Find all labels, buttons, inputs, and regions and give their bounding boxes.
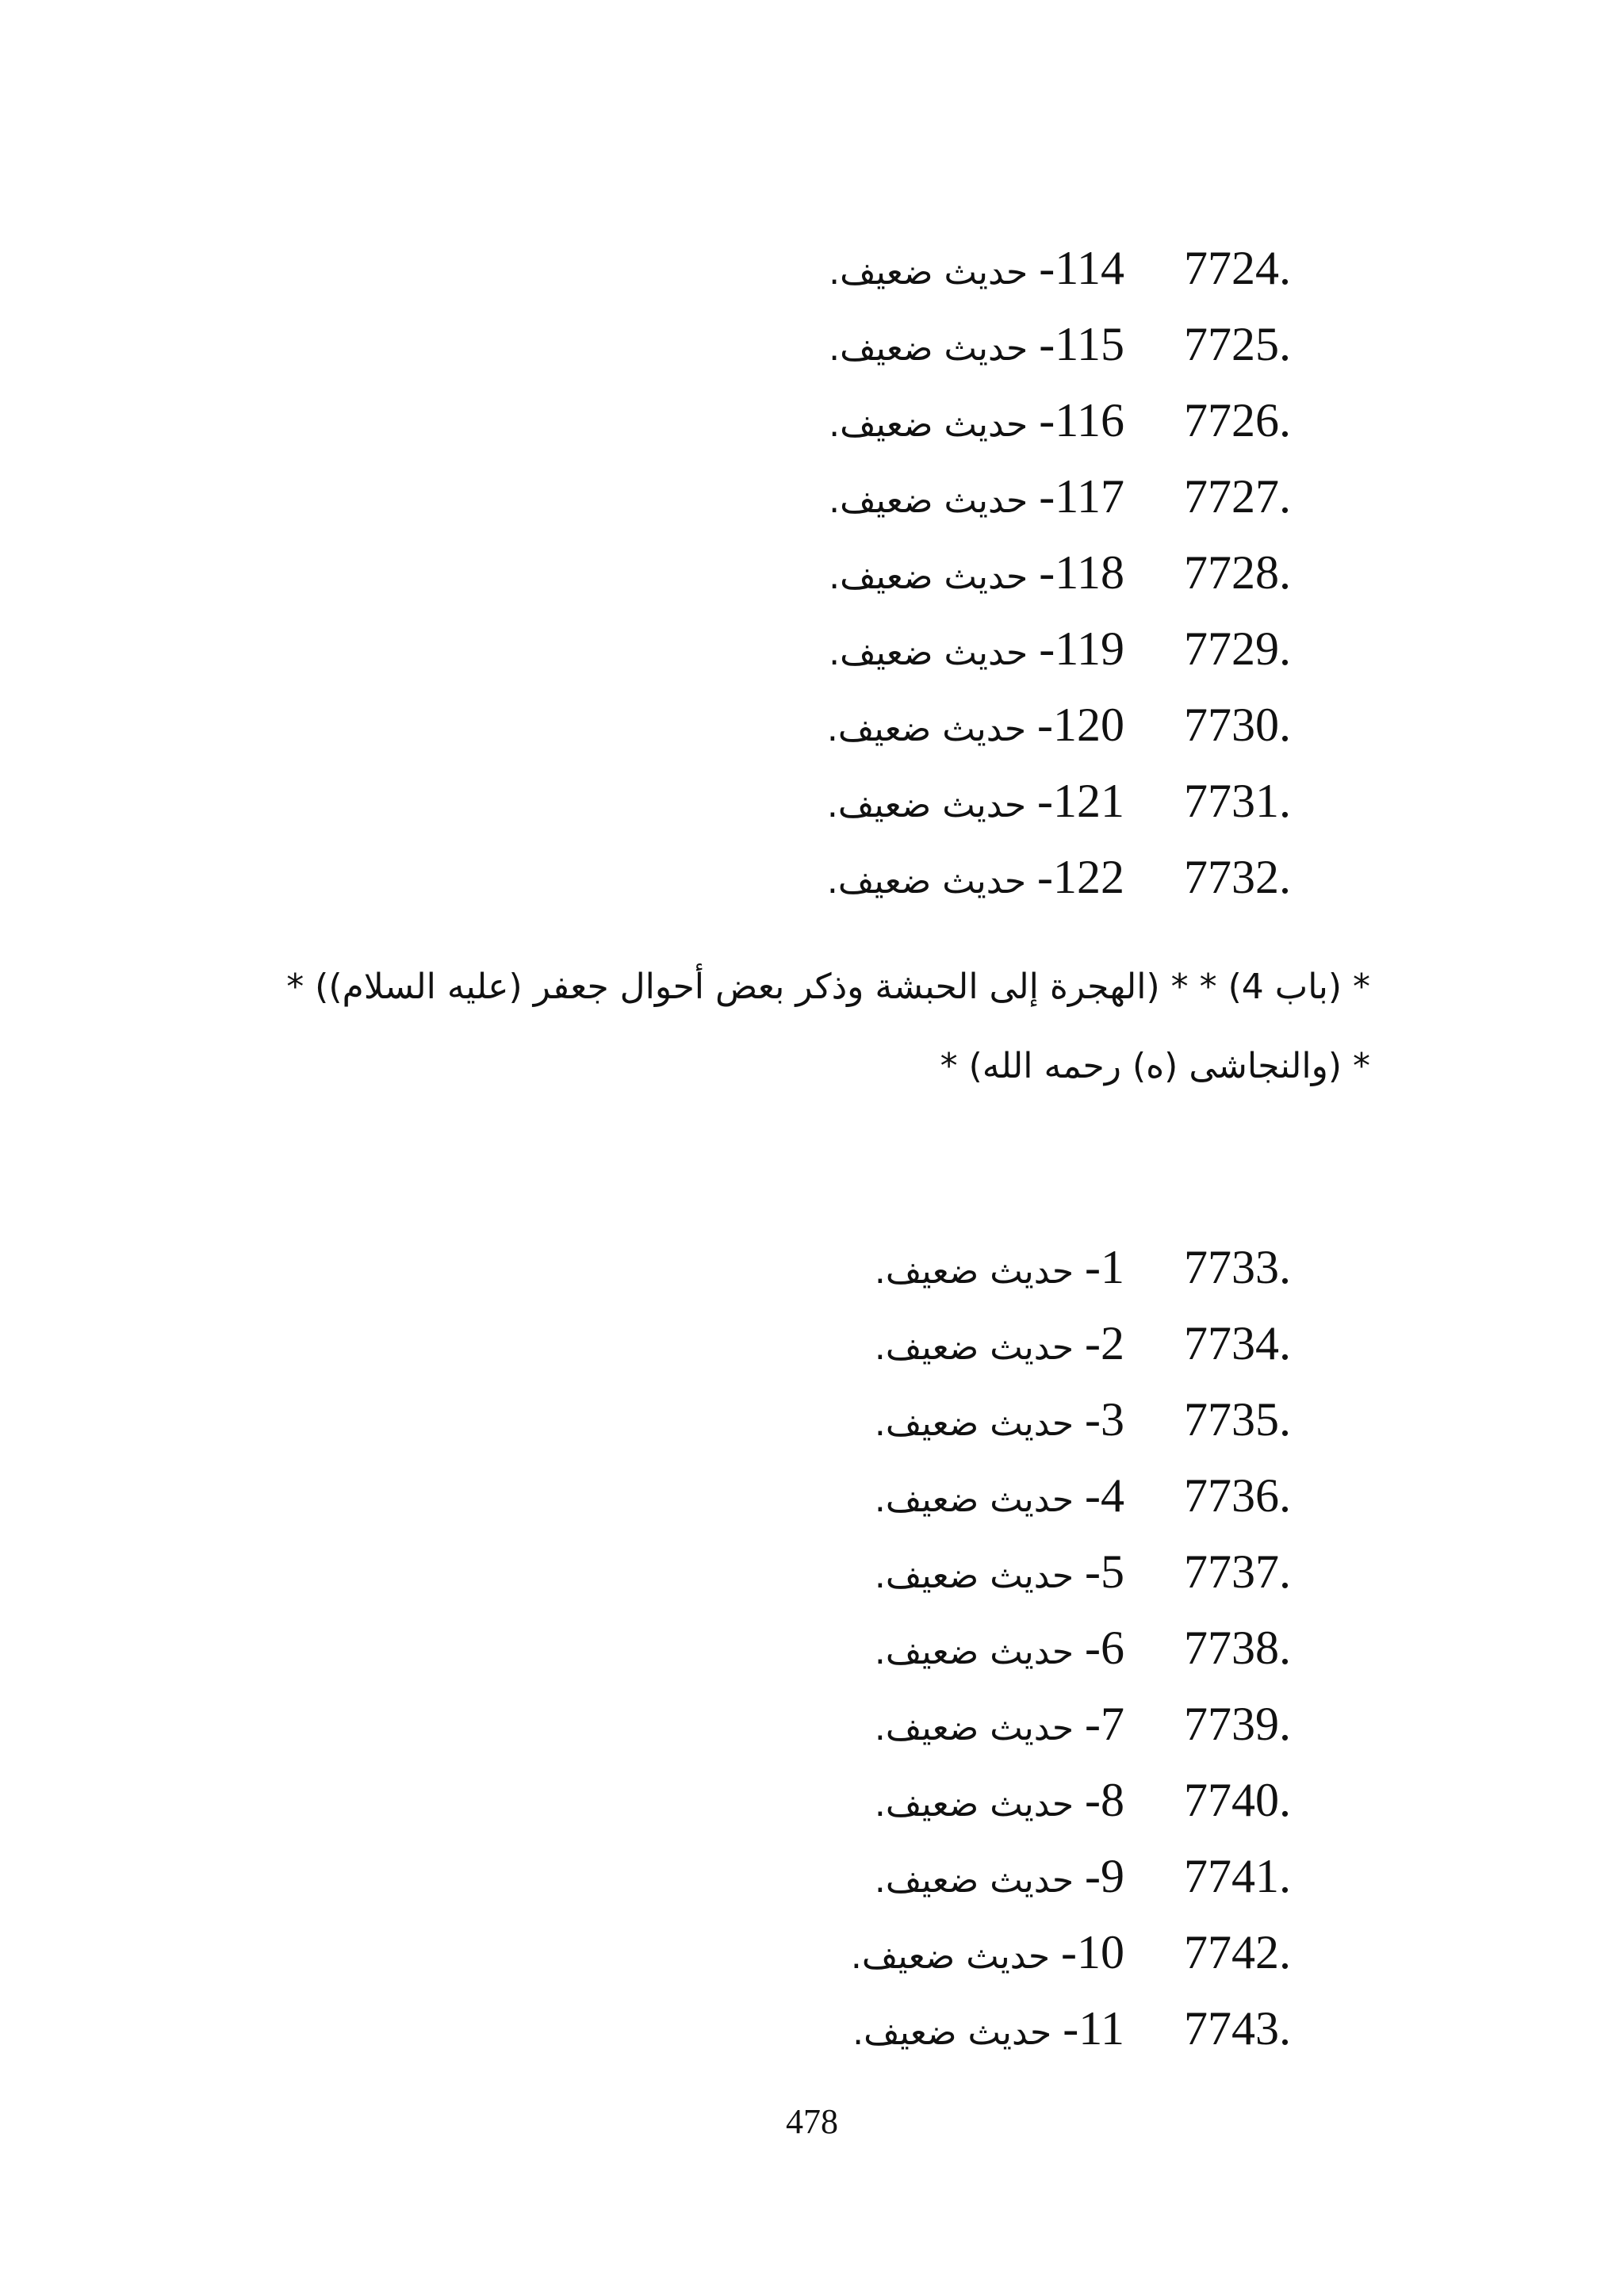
list-item <box>0 382 1624 458</box>
entry-body: حديث ضعيف. <box>874 1556 1086 1596</box>
list-item <box>0 534 1624 611</box>
list-item <box>0 1457 1624 1534</box>
list-item <box>0 458 1624 534</box>
entry-text <box>875 1534 1124 1610</box>
entry-body: حديث ضعيف. <box>829 633 1040 673</box>
entry-number: 7740. <box>1184 1774 1291 1826</box>
entry-text <box>875 1762 1124 1838</box>
entry-sub-number: 122- <box>1037 851 1124 903</box>
entry-number: 7732. <box>1184 851 1291 903</box>
entry-body: حديث ضعيف. <box>852 2013 1063 2053</box>
entry-body: حديث ضعيف. <box>874 1327 1086 1368</box>
page-number: 478 <box>786 2102 838 2141</box>
entry-number: 7734. <box>1184 1317 1291 1369</box>
entry-body: حديث ضعيف. <box>874 1784 1086 1825</box>
entry-number: 7725. <box>1184 318 1291 370</box>
entry-sub-number: 120- <box>1037 699 1124 751</box>
entry-number: 7735. <box>1184 1393 1291 1446</box>
entry-text <box>875 1305 1124 1381</box>
entry-sub-number: 121- <box>1037 775 1124 827</box>
entry-body: حديث ضعيف. <box>874 1860 1086 1901</box>
entry-body: حديث ضعيف. <box>826 861 1038 902</box>
chapter-heading <box>220 948 1370 1106</box>
entry-sub-number: 3- <box>1085 1393 1124 1446</box>
hadith-list-section-1 <box>0 230 1624 915</box>
entry-sub-number: 1- <box>1085 1241 1124 1293</box>
list-item <box>0 763 1624 839</box>
list-item <box>0 306 1624 382</box>
entry-text <box>827 763 1124 839</box>
entry-sub-number: 116- <box>1039 394 1124 446</box>
entry-number: 7729. <box>1184 622 1291 675</box>
entry-text <box>875 1457 1124 1534</box>
entry-sub-number: 114- <box>1039 242 1124 294</box>
chapter-heading-line-2: * (والنجاشى (ه) رحمه الله) * <box>940 1046 1370 1086</box>
entry-body: حديث ضعيف. <box>874 1404 1086 1444</box>
entry-body: حديث ضعيف. <box>829 481 1040 521</box>
entry-text <box>829 382 1124 458</box>
entry-number: 7730. <box>1184 699 1291 751</box>
entry-text <box>829 306 1124 382</box>
list-item <box>0 1762 1624 1838</box>
entry-sub-number: 115- <box>1039 318 1124 370</box>
entry-number: 7733. <box>1184 1241 1291 1293</box>
entry-number: 7741. <box>1184 1850 1291 1902</box>
entry-text <box>829 611 1124 687</box>
entry-number: 7724. <box>1184 242 1291 294</box>
entry-text <box>827 687 1124 763</box>
entry-number: 7728. <box>1184 546 1291 599</box>
entry-body: حديث ضعيف. <box>874 1251 1086 1292</box>
entry-number: 7737. <box>1184 1545 1291 1598</box>
entry-body: حديث ضعيف. <box>874 1480 1086 1520</box>
entry-text <box>829 534 1124 611</box>
entry-number: 7731. <box>1184 775 1291 827</box>
entry-body: حديث ضعيف. <box>850 1936 1062 1977</box>
list-item <box>0 1686 1624 1762</box>
entry-text <box>875 1838 1124 1914</box>
entry-sub-number: 118- <box>1039 546 1124 599</box>
list-item <box>0 1990 1624 2066</box>
list-item <box>0 687 1624 763</box>
chapter-heading-line-1: * (باب 4) * * (الهجرة إلى الحبشة وذكر بعض أحوال جعفر (عليه السلام)) * <box>286 967 1370 1007</box>
entry-body: حديث ضعيف. <box>826 709 1038 749</box>
entry-sub-number: 11- <box>1063 2002 1124 2055</box>
entry-sub-number: 9- <box>1085 1850 1124 1902</box>
hadith-list-section-2 <box>0 1229 1624 2066</box>
entry-sub-number: 7- <box>1085 1698 1124 1750</box>
entry-text <box>829 230 1124 306</box>
entry-number: 7727. <box>1184 470 1291 523</box>
entry-body: حديث ضعيف. <box>874 1708 1086 1748</box>
entry-body: حديث ضعيف. <box>829 252 1040 293</box>
list-item <box>0 230 1624 306</box>
list-item <box>0 611 1624 687</box>
entry-sub-number: 2- <box>1085 1317 1124 1369</box>
entry-sub-number: 10- <box>1061 1926 1124 1978</box>
entry-number: 7726. <box>1184 394 1291 446</box>
entry-text <box>851 1914 1124 1990</box>
list-item <box>0 1305 1624 1381</box>
entry-sub-number: 119- <box>1039 622 1124 675</box>
entry-body: حديث ضعيف. <box>829 557 1040 597</box>
entry-sub-number: 4- <box>1085 1469 1124 1522</box>
entry-text <box>875 1229 1124 1305</box>
list-item <box>0 1229 1624 1305</box>
entry-number: 7739. <box>1184 1698 1291 1750</box>
entry-body: حديث ضعيف. <box>829 404 1040 445</box>
entry-text <box>875 1381 1124 1457</box>
entry-text <box>875 1610 1124 1686</box>
list-item <box>0 839 1624 915</box>
entry-sub-number: 117- <box>1039 470 1124 523</box>
list-item <box>0 1838 1624 1914</box>
entry-sub-number: 5- <box>1085 1545 1124 1598</box>
list-item <box>0 1610 1624 1686</box>
entry-body: حديث ضعيف. <box>874 1632 1086 1672</box>
entry-text <box>852 1990 1124 2066</box>
entry-text <box>827 839 1124 915</box>
entry-number: 7743. <box>1184 2002 1291 2055</box>
list-item <box>0 1914 1624 1990</box>
entry-text <box>875 1686 1124 1762</box>
entry-text <box>829 458 1124 534</box>
entry-body: حديث ضعيف. <box>826 785 1038 825</box>
entry-body: حديث ضعيف. <box>829 328 1040 369</box>
entry-number: 7736. <box>1184 1469 1291 1522</box>
entry-sub-number: 8- <box>1085 1774 1124 1826</box>
entry-number: 7742. <box>1184 1926 1291 1978</box>
list-item <box>0 1381 1624 1457</box>
list-item <box>0 1534 1624 1610</box>
entry-sub-number: 6- <box>1085 1622 1124 1674</box>
entry-number: 7738. <box>1184 1622 1291 1674</box>
